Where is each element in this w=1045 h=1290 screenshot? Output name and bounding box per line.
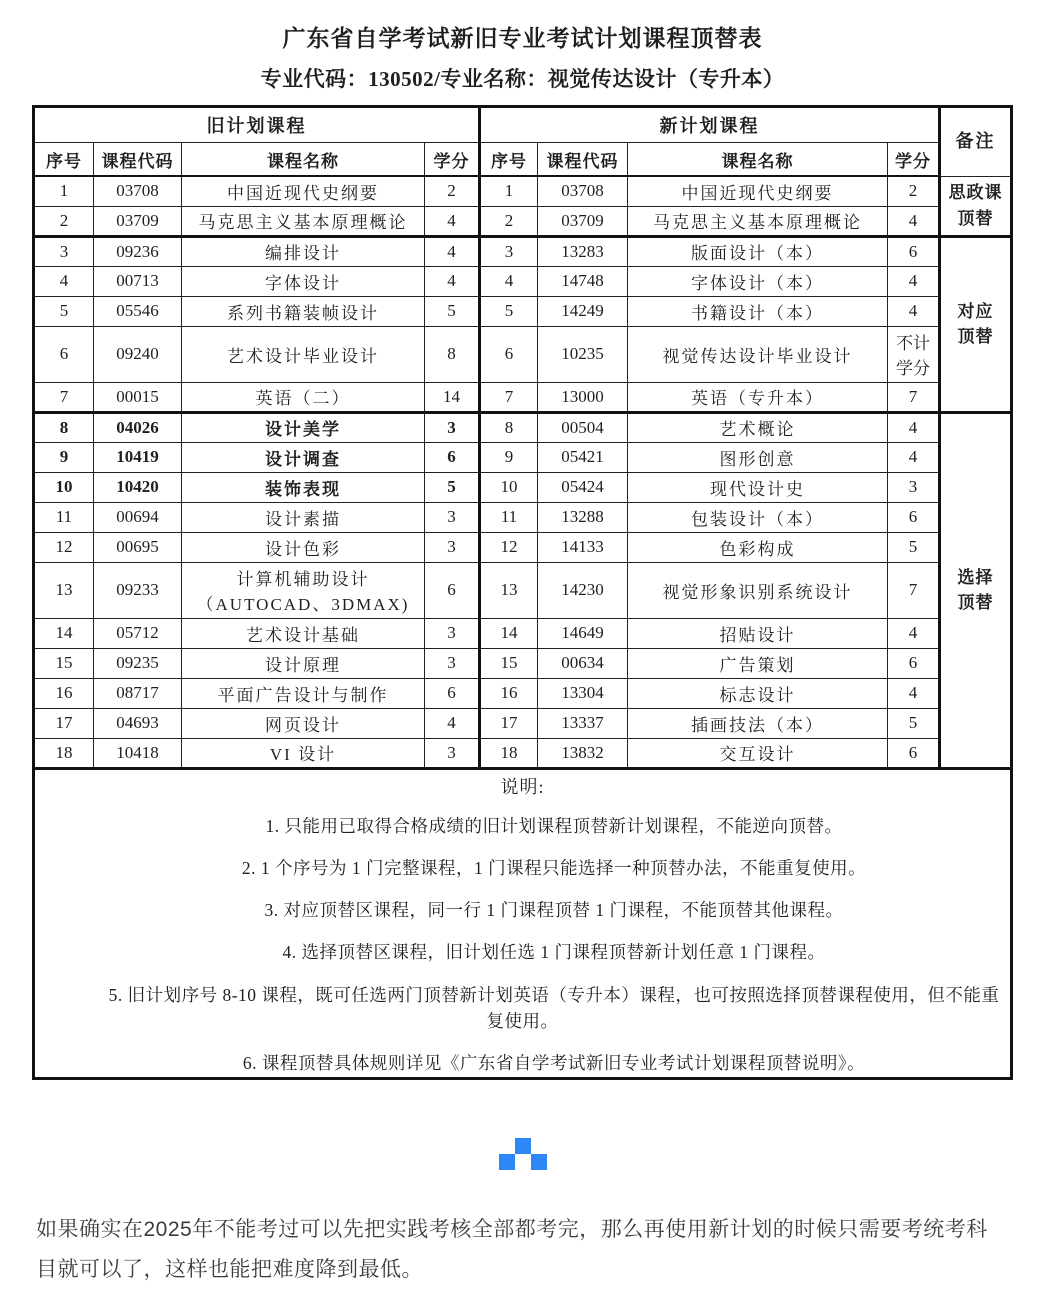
note-item: 2. 1 个序号为 1 门完整课程，1 门课程只能选择一种顶替办法，不能重复使用。: [241, 857, 867, 878]
note-item: 6. 课程顶替具体规则详见《广东省自学考试新旧专业考试计划课程顶替说明》。: [242, 1053, 866, 1073]
code-cell: 13337: [538, 708, 628, 738]
code-cell: 14748: [538, 266, 628, 296]
old-name-header: 课程名称: [182, 143, 425, 177]
table-row: [34, 502, 1012, 532]
name-cell: 计算机辅助设计（AUTOCAD、3DMAX): [182, 562, 425, 618]
code-cell: 09240: [94, 326, 182, 382]
note-item: 5. 旧计划序号 8-10 课程，既可任选两门顶替新计划英语（专升本）课程，也可按照选择顶替课程使用，但不能重复使用。: [108, 984, 1000, 1031]
code-cell: 03709: [538, 206, 628, 236]
credit-cell: 6: [888, 236, 940, 266]
new-name-header: 课程名称: [628, 143, 888, 177]
credit-cell: 6: [425, 678, 480, 708]
credit-cell: 14: [425, 382, 480, 412]
seq-cell: 8: [34, 412, 94, 442]
name-cell: 视觉形象识别系统设计: [628, 562, 888, 618]
code-cell: 05421: [538, 442, 628, 472]
seq-cell: 1: [480, 176, 538, 206]
credit-cell: 4: [888, 442, 940, 472]
credit-cell: 7: [888, 562, 940, 618]
name-cell: 马克思主义基本原理概论: [628, 206, 888, 236]
credit-cell: 8: [425, 326, 480, 382]
commentary-paragraph: 如果确实在2025年不能考过可以先把实践考核全部都考完，那么再使用新计划的时候只需要考统考科目就可以了，这样也能把难度降到最低。: [36, 1218, 988, 1282]
seq-cell: 5: [34, 296, 94, 326]
table-row: [34, 618, 1012, 648]
credit-cell: 4: [888, 618, 940, 648]
new-code-header: 课程代码: [538, 143, 628, 177]
note-item: 4. 选择顶替区课程，旧计划任选 1 门课程顶替新计划任意 1 门课程。: [282, 942, 826, 963]
seq-cell: 10: [480, 472, 538, 502]
table-row: [34, 678, 1012, 708]
credit-cell: 4: [888, 296, 940, 326]
seq-cell: 6: [480, 326, 538, 382]
remark-cell: 思政课 顶替: [940, 176, 1012, 236]
name-cell: 马克思主义基本原理概论: [182, 206, 425, 236]
page-subtitle: 专业代码：130502/专业名称：视觉传达设计（专升本）: [260, 67, 785, 91]
code-cell: 05424: [538, 472, 628, 502]
code-cell: 10419: [94, 442, 182, 472]
credit-cell: 6: [425, 442, 480, 472]
credit-cell: 6: [888, 738, 940, 768]
credit-cell: 5: [425, 472, 480, 502]
seq-cell: 14: [34, 618, 94, 648]
credit-cell: 3: [425, 618, 480, 648]
seq-cell: 16: [34, 678, 94, 708]
seq-cell: 8: [480, 412, 538, 442]
credit-cell: 2: [888, 176, 940, 206]
table-row: [34, 442, 1012, 472]
name-cell: 网页设计: [182, 708, 425, 738]
table-row: [34, 708, 1012, 738]
page-title: 广东省自学考试新旧专业考试计划课程顶替表: [282, 26, 763, 51]
code-cell: 00504: [538, 412, 628, 442]
name-cell: 设计原理: [182, 648, 425, 678]
notes-section: [34, 768, 1012, 1079]
code-cell: 00634: [538, 648, 628, 678]
code-cell: 05712: [94, 618, 182, 648]
table-row: [34, 472, 1012, 502]
seq-cell: 10: [34, 472, 94, 502]
seq-cell: 9: [34, 442, 94, 472]
table-row: [34, 176, 1012, 206]
name-cell: 艺术设计毕业设计: [182, 326, 425, 382]
logo-square: [531, 1154, 547, 1170]
name-cell: 标志设计: [628, 678, 888, 708]
credit-cell: 4: [425, 206, 480, 236]
seq-cell: 13: [34, 562, 94, 618]
credit-cell: 4: [888, 266, 940, 296]
seq-cell: 18: [34, 738, 94, 768]
seq-cell: 12: [34, 532, 94, 562]
code-cell: 14649: [538, 618, 628, 648]
code-cell: 13832: [538, 738, 628, 768]
name-cell: 视觉传达设计毕业设计: [628, 326, 888, 382]
seq-cell: 17: [34, 708, 94, 738]
code-cell: 13000: [538, 382, 628, 412]
column-header-row: [34, 143, 1012, 177]
seq-cell: 3: [34, 236, 94, 266]
notes-row: [34, 768, 1012, 1079]
note-item: 3. 对应顶替区课程，同一行 1 门课程顶替 1 门课程，不能顶替其他课程。: [264, 900, 844, 920]
credit-cell: 3: [425, 738, 480, 768]
seq-cell: 7: [480, 382, 538, 412]
name-cell: 插画技法（本）: [628, 708, 888, 738]
credit-cell: 6: [888, 648, 940, 678]
code-cell: 09235: [94, 648, 182, 678]
name-cell: 艺术概论: [628, 412, 888, 442]
credit-cell: 3: [425, 532, 480, 562]
name-cell: VI 设计: [182, 738, 425, 768]
name-cell: 英语（专升本）: [628, 382, 888, 412]
note-item: 1. 只能用已取得合格成绩的旧计划课程顶替新计划课程，不能逆向顶替。: [265, 815, 843, 836]
code-cell: 03709: [94, 206, 182, 236]
name-cell: 包装设计（本）: [628, 502, 888, 532]
new-plan-group-header: 新计划课程: [480, 107, 940, 143]
code-cell: 00694: [94, 502, 182, 532]
code-cell: 08717: [94, 678, 182, 708]
credit-cell: 2: [425, 176, 480, 206]
code-cell: 09236: [94, 236, 182, 266]
name-cell: 字体设计（本）: [628, 266, 888, 296]
seq-cell: 11: [34, 502, 94, 532]
code-cell: 00015: [94, 382, 182, 412]
name-cell: 广告策划: [628, 648, 888, 678]
seq-cell: 16: [480, 678, 538, 708]
old-code-header: 课程代码: [94, 143, 182, 177]
table-row: [34, 266, 1012, 296]
name-cell: 书籍设计（本）: [628, 296, 888, 326]
code-cell: 03708: [94, 176, 182, 206]
seq-cell: 17: [480, 708, 538, 738]
credit-cell: 5: [888, 532, 940, 562]
table-row: [34, 206, 1012, 236]
name-cell: 设计色彩: [182, 532, 425, 562]
code-cell: 10420: [94, 472, 182, 502]
code-cell: 13288: [538, 502, 628, 532]
name-cell: 色彩构成: [628, 532, 888, 562]
table-row: [34, 532, 1012, 562]
credit-cell: 3: [425, 648, 480, 678]
seq-cell: 15: [480, 648, 538, 678]
name-cell: 中国近现代史纲要: [628, 176, 888, 206]
seq-cell: 2: [34, 206, 94, 236]
seq-cell: 3: [480, 236, 538, 266]
name-cell: 字体设计: [182, 266, 425, 296]
notes-heading: 说明:: [500, 776, 545, 797]
code-cell: 13304: [538, 678, 628, 708]
credit-cell: 5: [425, 296, 480, 326]
code-cell: 00713: [94, 266, 182, 296]
credit-cell: 6: [888, 502, 940, 532]
credit-cell: 7: [888, 382, 940, 412]
seq-cell: 15: [34, 648, 94, 678]
seq-cell: 4: [480, 266, 538, 296]
credit-cell: 4: [888, 206, 940, 236]
credit-cell: 6: [425, 562, 480, 618]
credit-cell: 不计学分: [888, 326, 940, 382]
credit-cell: 4: [888, 412, 940, 442]
name-cell: 艺术设计基础: [182, 618, 425, 648]
old-seq-header: 序号: [34, 143, 94, 177]
seq-cell: 13: [480, 562, 538, 618]
credit-cell: 4: [425, 236, 480, 266]
code-cell: 14230: [538, 562, 628, 618]
name-cell: 设计调查: [182, 442, 425, 472]
brand-logo-icon: [499, 1138, 547, 1170]
new-credit-header: 学分: [888, 143, 940, 177]
code-cell: 13283: [538, 236, 628, 266]
table-row: [34, 296, 1012, 326]
table-row: [34, 412, 1012, 442]
name-cell: 设计素描: [182, 502, 425, 532]
logo-square: [499, 1154, 515, 1170]
credit-cell: 3: [888, 472, 940, 502]
code-cell: 04693: [94, 708, 182, 738]
course-substitution-table: [32, 105, 1013, 1080]
credit-cell: 4: [425, 708, 480, 738]
table-row: [34, 562, 1012, 618]
seq-cell: 18: [480, 738, 538, 768]
seq-cell: 2: [480, 206, 538, 236]
name-cell: 编排设计: [182, 236, 425, 266]
name-cell: 现代设计史: [628, 472, 888, 502]
logo-square: [515, 1138, 531, 1154]
name-cell: 招贴设计: [628, 618, 888, 648]
credit-cell: 3: [425, 502, 480, 532]
name-cell: 英语（二）: [182, 382, 425, 412]
remark-cell: 对应 顶替: [940, 236, 1012, 412]
seq-cell: 14: [480, 618, 538, 648]
name-cell: 中国近现代史纲要: [182, 176, 425, 206]
code-cell: 00695: [94, 532, 182, 562]
name-cell: 平面广告设计与制作: [182, 678, 425, 708]
credit-cell: 3: [425, 412, 480, 442]
code-cell: 09233: [94, 562, 182, 618]
seq-cell: 1: [34, 176, 94, 206]
code-cell: 10418: [94, 738, 182, 768]
credit-cell: 5: [888, 708, 940, 738]
name-cell: 设计美学: [182, 412, 425, 442]
remark-header: 备注: [940, 107, 1012, 177]
credit-cell: 4: [425, 266, 480, 296]
group-header-row: [34, 107, 1012, 143]
code-cell: 10235: [538, 326, 628, 382]
old-plan-group-header: 旧计划课程: [34, 107, 480, 143]
new-seq-header: 序号: [480, 143, 538, 177]
table-row: [34, 648, 1012, 678]
table-row: [34, 738, 1012, 768]
remark-cell: 选择 顶替: [940, 412, 1012, 768]
credit-cell: 4: [888, 678, 940, 708]
table-row: [34, 382, 1012, 412]
table-row: [34, 236, 1012, 266]
seq-cell: 6: [34, 326, 94, 382]
code-cell: 14249: [538, 296, 628, 326]
table-row: [34, 326, 1012, 382]
seq-cell: 12: [480, 532, 538, 562]
code-cell: 14133: [538, 532, 628, 562]
name-cell: 装饰表现: [182, 472, 425, 502]
name-cell: 版面设计（本）: [628, 236, 888, 266]
seq-cell: 7: [34, 382, 94, 412]
code-cell: 03708: [538, 176, 628, 206]
name-cell: 图形创意: [628, 442, 888, 472]
seq-cell: 9: [480, 442, 538, 472]
seq-cell: 5: [480, 296, 538, 326]
code-cell: 04026: [94, 412, 182, 442]
name-cell: 交互设计: [628, 738, 888, 768]
seq-cell: 4: [34, 266, 94, 296]
code-cell: 05546: [94, 296, 182, 326]
old-credit-header: 学分: [425, 143, 480, 177]
name-cell: 系列书籍装帧设计: [182, 296, 425, 326]
seq-cell: 11: [480, 502, 538, 532]
